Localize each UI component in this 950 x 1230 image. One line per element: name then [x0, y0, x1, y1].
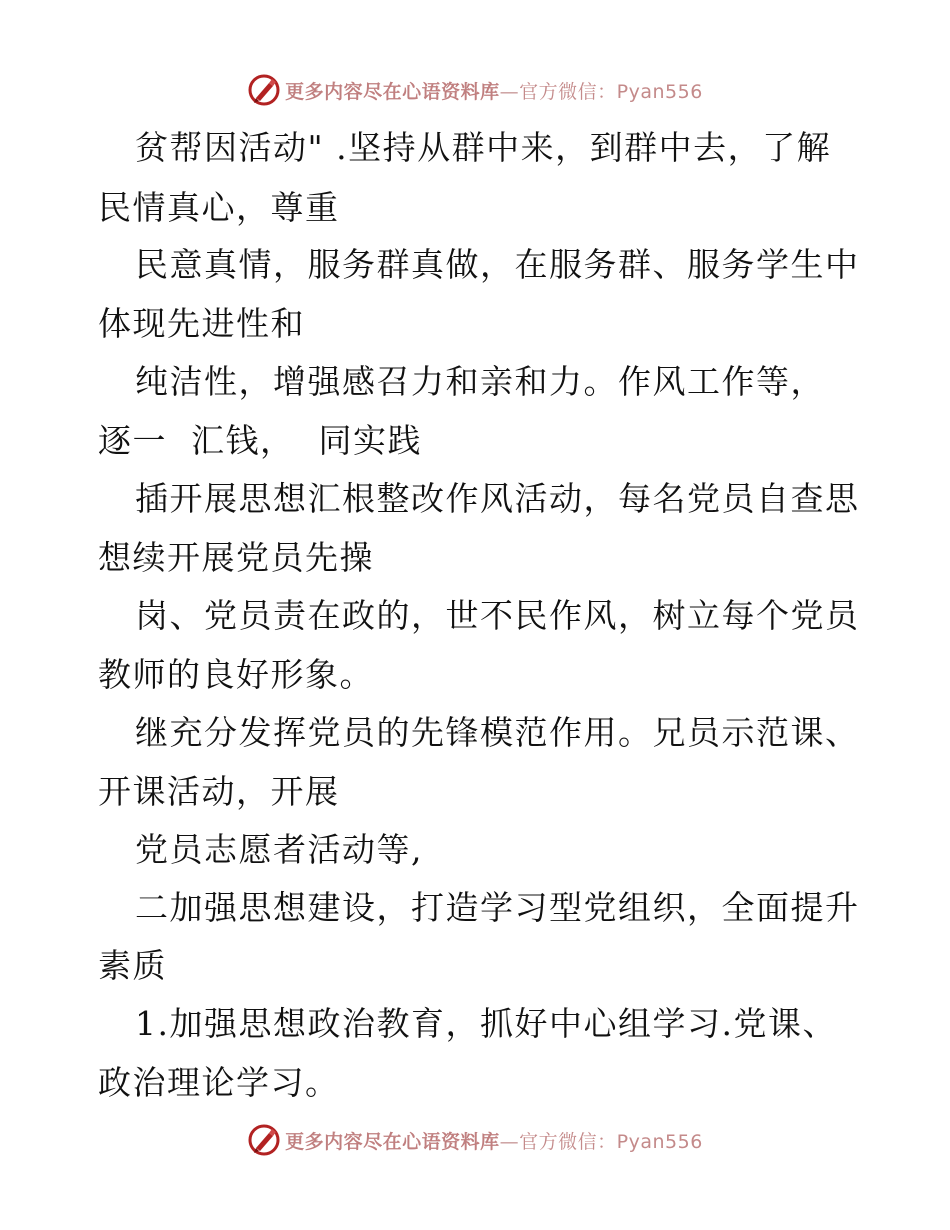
footer-watermark-banner [0, 1120, 950, 1160]
banner-separator: — [499, 80, 520, 103]
banner-wechat-text: 官方微信：Pyan556 [519, 1130, 703, 1153]
banner-separator: — [499, 1130, 520, 1153]
banner-wechat-text: 官方微信：Pyan556 [519, 80, 703, 103]
text-line: 纯洁性，增强感召力和亲和力。作风工作等， [135, 362, 825, 401]
text-line: 体现先进性和 [98, 304, 305, 343]
text-line: 贫帮因活动" .坚持从群中来，到群中去，了解 [135, 128, 832, 167]
text-line: 教师的良好形象。 [98, 655, 374, 694]
text-line: 党员志愿者活动等, [135, 830, 423, 869]
text-line: 岗、党员责在政的，世不民作风，树立每个党员 [135, 596, 860, 635]
pen-logo-icon [247, 73, 281, 107]
text-line: 逐一 汇钱， 同实践 [98, 421, 422, 460]
text-line: 想续开展党员先操 [98, 538, 374, 577]
text-line: 政治理论学习。 [98, 1063, 340, 1102]
header-watermark-banner [0, 70, 950, 110]
text-line: 插开展思想汇根整改作风活动，每名党员自查思 [135, 479, 860, 518]
text-line: 二加强思想建设，打造学习型党组织，全面提升 [135, 888, 860, 927]
text-line: 素质 [98, 946, 167, 985]
pen-logo-icon [247, 1123, 281, 1157]
text-line: 开课活动，开展 [98, 772, 340, 811]
text-line: 民情真心，尊重 [98, 188, 340, 227]
banner-main-text: 更多内容尽在心语资料库 [285, 80, 500, 103]
text-line: 1.加强思想政治教育，抓好中心组学习.党课、 [135, 1004, 837, 1043]
header-banner-text [285, 77, 703, 104]
text-line: 继充分发挥党员的先锋模范作用。兄员示范课、 [135, 713, 860, 752]
text-line: 民意真情，服务群真做，在服务群、服务学生中 [135, 245, 860, 284]
footer-banner-text [285, 1127, 703, 1154]
banner-main-text: 更多内容尽在心语资料库 [285, 1130, 500, 1153]
